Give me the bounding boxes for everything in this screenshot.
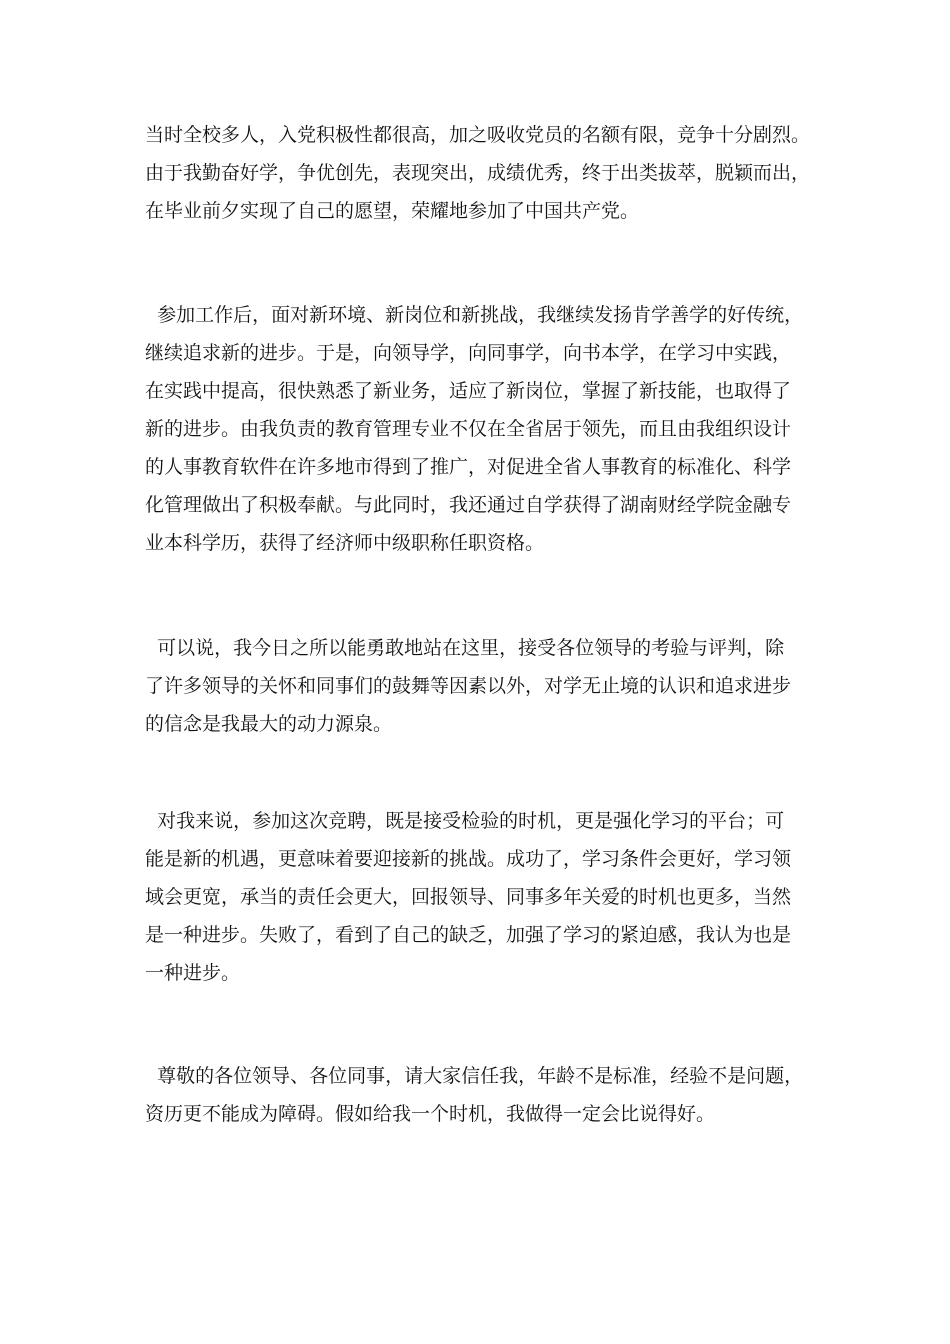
text-line: 一种进步。 bbox=[145, 962, 241, 984]
text-line: 由于我勤奋好学，争优创先，表现突出，成绩优秀，终于出类拔萃，脱颖而出， bbox=[145, 162, 811, 184]
paragraph-closing-appeal bbox=[145, 1057, 815, 1133]
paragraph-motivation bbox=[145, 629, 815, 743]
text-line: 的人事教育软件在许多地市得到了推广，对促进全省人事教育的标准化、科学 bbox=[145, 456, 792, 478]
text-line: 的信念是我最大的动力源泉。 bbox=[145, 713, 393, 735]
paragraph-party-membership bbox=[145, 116, 815, 230]
text-line: 化管理做出了积极奉献。与此同时，我还通过自学获得了湖南财经学院金融专 bbox=[145, 494, 792, 516]
text-line: 尊敬的各位领导、各位同事，请大家信任我，年龄不是标准，经验不是问题， bbox=[145, 1065, 804, 1087]
text-line: 在毕业前夕实现了自己的愿望，荣耀地参加了中国共产党。 bbox=[145, 200, 640, 222]
text-line: 能是新的机遇，更意味着要迎接新的挑战。成功了，学习条件会更好，学习领 bbox=[145, 848, 792, 870]
text-line: 对我来说，参加这次竞聘，既是接受检验的时机，更是强化学习的平台；可 bbox=[145, 810, 785, 832]
text-line: 在实践中提高，很快熟悉了新业务，适应了新岗位，掌握了新技能，也取得了 bbox=[145, 380, 792, 402]
text-line: 了许多领导的关怀和同事们的鼓舞等因素以外，对学无止境的认识和追求进步 bbox=[145, 675, 792, 697]
paragraph-work-progress bbox=[145, 296, 815, 562]
text-line: 当时全校多人，入党积极性都很高，加之吸收党员的名额有限，竞争十分剧烈。 bbox=[145, 124, 811, 146]
text-line: 资历更不能成为障碍。假如给我一个时机，我做得一定会比说得好。 bbox=[145, 1103, 716, 1125]
text-line: 新的进步。由我负责的教育管理专业不仅在全省居于领先，而且由我组织设计 bbox=[145, 418, 792, 440]
text-line: 业本科学历，获得了经济师中级职称任职资格。 bbox=[145, 532, 545, 554]
text-line: 参加工作后，面对新环境、新岗位和新挑战，我继续发扬肯学善学的好传统， bbox=[145, 304, 804, 326]
text-line: 可以说，我今日之所以能勇敢地站在这里，接受各位领导的考验与评判，除 bbox=[145, 637, 785, 659]
text-line: 域会更宽，承当的责任会更大，回报领导、同事多年关爱的时机也更多，当然 bbox=[145, 886, 792, 908]
text-line: 是一种进步。失败了，看到了自己的缺乏，加强了学习的紧迫感，我认为也是 bbox=[145, 924, 792, 946]
paragraph-competition-meaning bbox=[145, 802, 815, 992]
text-line: 继续追求新的进步。于是，向领导学，向同事学，向书本学，在学习中实践， bbox=[145, 342, 792, 364]
